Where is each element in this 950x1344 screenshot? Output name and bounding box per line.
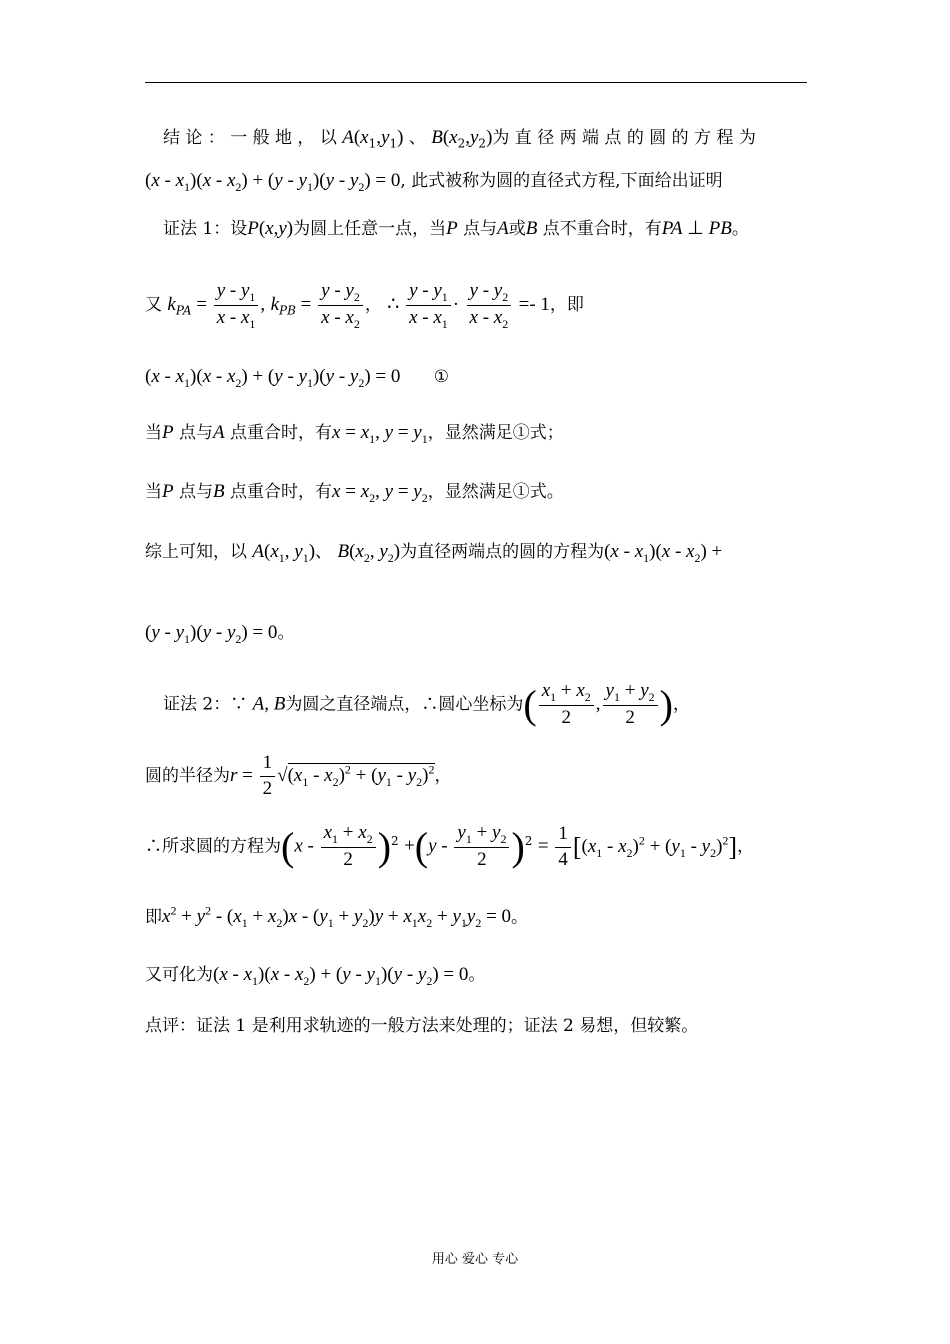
diameter-equation: $(x - x_1)(x - x_2) + (y - y_1)(y - y_2) = 0$ (145, 170, 401, 194)
center-y-fraction: $\frac{y_1 + y_2}{2}$ (603, 680, 658, 730)
slope-line: 又 $k_{PA}$ = $\frac{y - y_1}{x - x_1}$ , $k_{PB}$ = $\frac{y - y_2}{x - x_2}$ ， ∴ $\frac{y - y_1}{x - x_1}$ · $\frac{y - y_2}{x - x_2}$ =- 1，即 (145, 280, 584, 331)
ie-label: ，即 (549, 295, 584, 316)
fraction-product-2: $\frac{y - y_2}{x - x_2}$ (467, 280, 512, 331)
coincide-label: 点重合时，有 (230, 423, 333, 443)
fraction-kpb: $\frac{y - y_2}{x - x_2}$ (318, 280, 363, 331)
proof1-text-b: 为圆上任意一点，当 (293, 219, 447, 239)
therefore-label: ∴所求圆的方程为 (145, 836, 281, 857)
proof1-or: 或 (508, 219, 526, 239)
conclusion-line2: $(x - x_1)(x - x_2) + (y - y_1)(y - y_2) = 0$, 此式被称为圆的直径式方程,下面给出证明 (145, 170, 723, 194)
conclusion-label: 结 论 ： 一 般 地 ， 以 (163, 128, 337, 148)
proof2-intro: 证法 2：∵ A, B为圆之直径端点，∴圆心坐标为( $\frac{x_1 + x_2}{2}$ , $\frac{y_1 + y_2}{2}$ )， (163, 680, 690, 729)
summary-mid: 、 (315, 542, 333, 562)
formula-point-a: A (342, 127, 354, 148)
because-symbol: ∵ (230, 694, 248, 715)
summary-label: 综上可知，以 (145, 542, 247, 562)
also-label: 又可化为 (145, 965, 213, 985)
quarter-fraction: $\frac{1}{4}$ (555, 823, 571, 872)
coincide-label: 点重合时，有 (230, 482, 333, 502)
case-a-line: 当P 点与A 点重合时，有$x = x_1$, $y = y_1$，显然满足①式； (145, 422, 564, 446)
fraction-kpa: $\frac{y - y_1}{x - x_1}$ (214, 280, 259, 331)
radius-label: 圆的半径为 (145, 765, 230, 786)
end-mark: 。 (511, 907, 529, 928)
half-fraction: $\frac{1}{2}$ (260, 752, 276, 801)
end-mark: 。 (277, 623, 295, 643)
proof2-text-b: ∴圆心坐标为 (421, 694, 524, 715)
circle-equation-line: ∴所求圆的方程为(x - $\frac{x_1 + x_2}{2}$ )$^2$ +(y - $\frac{y_1 + y_2}{2}$ )$^2$ = $\frac{1}{4}$ $[(x_1 - x_2)^2 + (y_1 - y_2)^2]$， (145, 822, 755, 871)
point-with-label: 点与 (179, 423, 214, 443)
equals-neg-one: =- 1 (518, 294, 550, 316)
end-mark: 。 (468, 965, 486, 985)
equation-one-line (145, 366, 449, 390)
radius-line: 圆的半径为r = $\frac{1}{2}$ $√(x_1 - x_2)^2 + (y_1 - y_2)^2$， (145, 752, 452, 799)
proof1-label: 证法 1：设 (163, 219, 248, 239)
comment-text: 点评：证法 1 是利用求轨迹的一般方法来处理的；证法 2 易想，但较繁。 (145, 1016, 699, 1036)
center-y-frac-2: $\frac{y_1 + y_2}{2}$ (454, 822, 509, 872)
center-x-frac-2: $\frac{x_1 + x_2}{2}$ (321, 822, 376, 872)
center-x-fraction: $\frac{x_1 + x_2}{2}$ (539, 680, 594, 730)
summary-tail: 为直径两端点的圆的方程为 (400, 542, 605, 562)
header-rule (145, 82, 807, 83)
again-label: 又 (145, 295, 162, 316)
satisfy-two: ，显然满足①式。 (427, 482, 564, 502)
conclusion-line1: 结 论 ： 一 般 地 ， 以 $A(x_1,y_1)$ 、 $B(x_2,y_2)$为 直 径 两 端 点 的 圆 的 方 程 为 (163, 127, 756, 151)
case-b-line: 当P 点与B 点重合时，有$x = x_2$, $y = y_2$，显然满足①式。 (145, 481, 564, 505)
page-footer: 用心 爱心 专心 (431, 1252, 519, 1267)
conclusion-line2-text: 此式被称为圆的直径式方程,下面给出证明 (411, 171, 723, 191)
expanded-equation-line: 即$x^2 + y^2 - (x_1 + x_2)x - (y_1 + y_2)y + x_1x_2 + y_1y_2 = 0$。 (145, 904, 529, 931)
proof1-text-c: 点与 (463, 219, 498, 239)
end-mark: 。 (731, 219, 749, 239)
equation-one: $(x - x_1)(x - x_2) + (y - y_1)(y - y_2) = 0$ (145, 366, 401, 390)
point-with-label: 点与 (179, 482, 214, 502)
radius-radicand: $(x_1 - x_2)^2 + (y_1 - y_2)^2$ (287, 762, 435, 789)
that-is-label: 即 (145, 907, 162, 928)
conclusion-mid: 、 (408, 128, 426, 148)
comment-line (145, 1016, 698, 1036)
proof1-text-d: 点不重合时，有 (542, 219, 662, 239)
summary-line: 综上可知，以 $A(x_1$, $y_1$)、 $B(x_2$, $y_2$)为直径两端点的圆的方程为$(x - x_1)(x - x_2)$ + (145, 541, 723, 565)
conclusion-tail: 为 直 径 两 端 点 的 圆 的 方 程 为 (492, 128, 756, 148)
proof2-label: 证法 2： (163, 694, 231, 715)
alt-form-line: 又可化为$(x - x_1)(x - x_2) + (y - y_1)(y - y_2) = 0$。 (145, 964, 486, 988)
satisfy-one: ，显然满足①式； (427, 423, 564, 443)
when-label: 当 (145, 482, 162, 502)
when-label: 当 (145, 423, 162, 443)
proof2-text-a: 为圆之直径端点， (285, 694, 422, 715)
summary-line-cont: $(y - y_1)(y - y_2) = 0$。 (145, 622, 295, 646)
fraction-product-1: $\frac{y - y_1}{x - x_1}$ (406, 280, 451, 331)
proof1-intro: 证法 1：设P(x,y)为圆上任意一点，当P 点与A或B 点不重合时，有PA ⊥ PB。 (163, 218, 749, 239)
circled-one-label: ① (433, 367, 450, 387)
